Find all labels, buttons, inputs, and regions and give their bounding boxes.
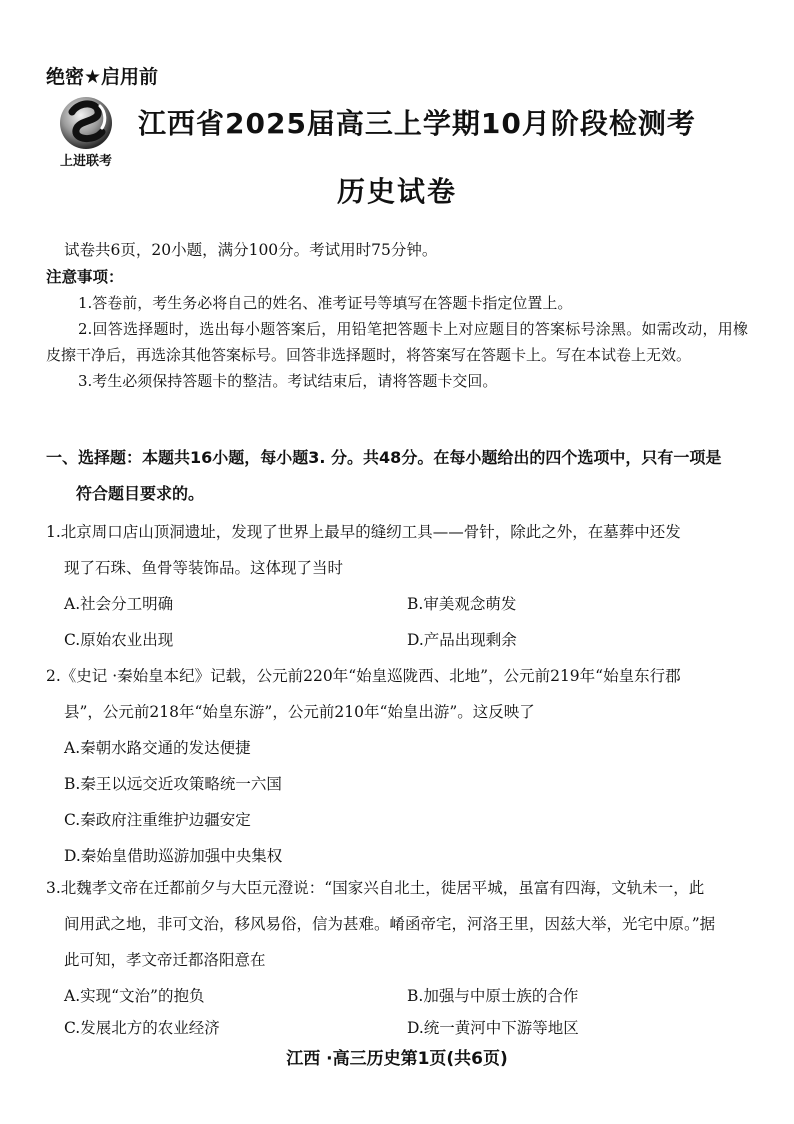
- option-row: [46, 1010, 750, 1046]
- option-a: A.秦朝水路交通的发达便捷: [64, 739, 251, 757]
- notice-heading: 注意事项：: [46, 268, 124, 286]
- stem-line: 1.北京周口店山顶洞遗址，发现了世界上最早的缝纫工具——骨针，除此之外，在墓葬中还发: [46, 523, 681, 541]
- option-a: A.社会分工明确: [64, 595, 174, 613]
- stem-line: 现了石珠、鱼骨等装饰品。这体现了当时: [64, 559, 344, 577]
- option-row: [46, 586, 750, 622]
- notice-item: 3.考生必须保持答题卡的整洁。考试结束后，请将答题卡交回。: [78, 372, 498, 390]
- exam-subject: 历史试卷: [336, 175, 457, 208]
- option-d: D.统一黄河中下游等地区: [407, 1019, 579, 1037]
- logo-text: 上进联考: [59, 154, 112, 169]
- notice-item: 1.答卷前，考生务必将自己的姓名、准考证号等填写在答题卡指定位置上。: [78, 294, 573, 312]
- logo: [50, 92, 130, 174]
- option-c: C.发展北方的农业经济: [64, 1019, 220, 1037]
- section-heading: [46, 440, 746, 512]
- option-b: B.加强与中原士族的合作: [407, 987, 579, 1005]
- section-heading-line: 一、选择题：本题共16小题，每小题3. 分。共48分。在每小题给出的四个选项中，只有一项是: [46, 448, 722, 467]
- option-a: A.实现“文治”的抱负: [64, 987, 205, 1005]
- section-heading-line: 符合题目要求的。: [76, 484, 205, 503]
- question-stem: [46, 870, 750, 978]
- stem-line: 间用武之地，非可文治，移风易俗，信为甚难。崤函帝宅，河洛王里，因兹大举，光宅中原。”据: [64, 915, 716, 933]
- option-c: C.秦政府注重维护边疆安定: [64, 811, 251, 829]
- stem-line: 县”，公元前218年“始皇东游”，公元前210年“始皇出游”。这反映了: [64, 703, 535, 721]
- option-row: [46, 978, 750, 1014]
- option-d: D.产品出现剩余: [407, 631, 517, 649]
- exam-intro: 试卷共6页，20小题，满分100分。考试用时75分钟。: [64, 241, 438, 259]
- notice-item: 2.回答选择题时，选出每小题答案后，用铅笔把答题卡上对应题目的答案标号涂黑。如需改动，用橡皮擦干净后，再选涂其他答案标号。回答非选择题时，将答案写在答题卡上。写在本试卷上无效。: [46, 320, 748, 364]
- stem-line: 此可知，孝文帝迁都洛阳意在: [64, 951, 266, 969]
- secret-mark: 绝密★启用前: [46, 66, 159, 88]
- notice-list: [46, 290, 748, 394]
- question-1: [46, 514, 750, 658]
- exam-title: 江西省2025届高三上学期10月阶段检测考: [138, 107, 696, 140]
- stem-line: 2.《史记 ·秦始皇本纪》记载，公元前220年“始皇巡陇西、北地”，公元前219年“始皇东行郡: [46, 667, 681, 685]
- option-c: C.原始农业出现: [64, 631, 174, 649]
- question-3: [46, 870, 750, 1046]
- question-stem: [46, 658, 750, 730]
- option-list: [46, 730, 750, 874]
- stem-line: 3.北魏孝文帝在迁都前夕与大臣元澄说：“国家兴自北土，徙居平城，虽富有四海，文轨未一，此: [46, 879, 705, 897]
- logo-emblem-icon: [50, 92, 122, 152]
- option-row: [46, 622, 750, 658]
- option-b: B.秦王以远交近攻策略统一六国: [64, 775, 282, 793]
- question-stem: [46, 514, 750, 586]
- option-b: B.审美观念萌发: [407, 595, 517, 613]
- question-2: [46, 658, 750, 874]
- option-d: D.秦始皇借助巡游加强中央集权: [64, 847, 283, 865]
- page-footer: 江西 ·高三历史第1页(共6页): [286, 1049, 508, 1069]
